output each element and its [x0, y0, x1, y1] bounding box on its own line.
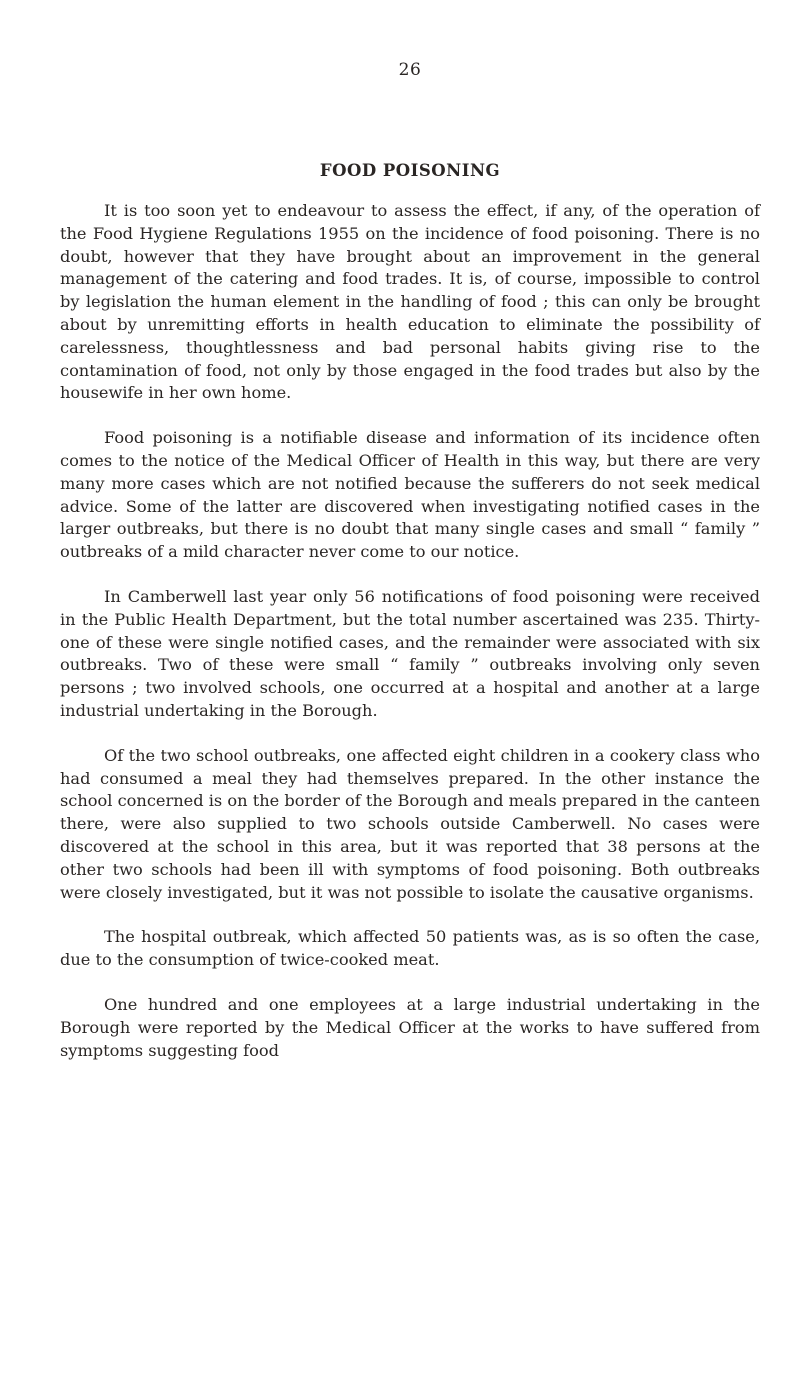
section-heading: FOOD POISONING: [319, 161, 501, 180]
paragraph-notifiable-disease: Food poisoning is a notifiable disease and information of its incidence often comes to the notice of the Medical Officer of Health in this way, but there are very many more cases which are not notified because the sufferers do not seek medical advice. Some of the latter are discovered when investigating notified cases in the larger outbreaks, but there is no doubt that many single cases and small “ family ” outbreaks of a mild character never come to our notice.: [60, 428, 760, 562]
paragraph-industrial-outbreak: One hundred and one employees at a large industrial undertaking in the Borough were reported by the Medical Officer at the works to have suffered from symptoms suggesting food: [60, 994, 760, 1060]
page-number: 26: [398, 60, 422, 80]
paragraph-regulations: It is too soon yet to endeavour to assess the effect, if any, of the operation of the Food Hygiene Regulations 1955 on the incidence of food poisoning. There is no doubt, however that they have brought about an improvement in the general management of the catering and food trades. It is, of course, impossible to control by legislation the human element in the handling of food ; this can only be brought about by unremitting efforts in health education to eliminate the possibility of carelessness, thoughtlessness and bad personal habits giving rise to the contamination of food, not only by those engaged in the food trades but also by the housewife in her own home.: [60, 201, 760, 403]
body-text: [60, 200, 760, 1084]
paragraph-camberwell-notifications: In Camberwell last year only 56 notifications of food poisoning were received in the Public Health Department, but the total number ascertained was 235. Thirty-one of these were single notified cases, and the remainder were associated with six outbreaks. Two of these were small “ family ” outbreaks involving only seven persons ; two involved schools, one occurred at a hospital and another at a large industrial undertaking in the Borough.: [60, 586, 760, 720]
paragraph-hospital-outbreak: The hospital outbreak, which affected 50 patients was, as is so often the case, due to the consumption of twice-cooked meat.: [60, 927, 760, 970]
paragraph-school-outbreaks: Of the two school outbreaks, one affected eight children in a cookery class who had consumed a meal they had themselves prepared. In the other instance the school concerned is on the border of the Borough and meals prepared in the canteen there, were also supplied to two schools outside Camberwell. No cases were discovered at the school in this area, but it was reported that 38 persons at the other two schools had been ill with symptoms of food poisoning. Both outbreaks were closely investigated, but it was not possible to isolate the causative organisms.: [60, 745, 760, 902]
